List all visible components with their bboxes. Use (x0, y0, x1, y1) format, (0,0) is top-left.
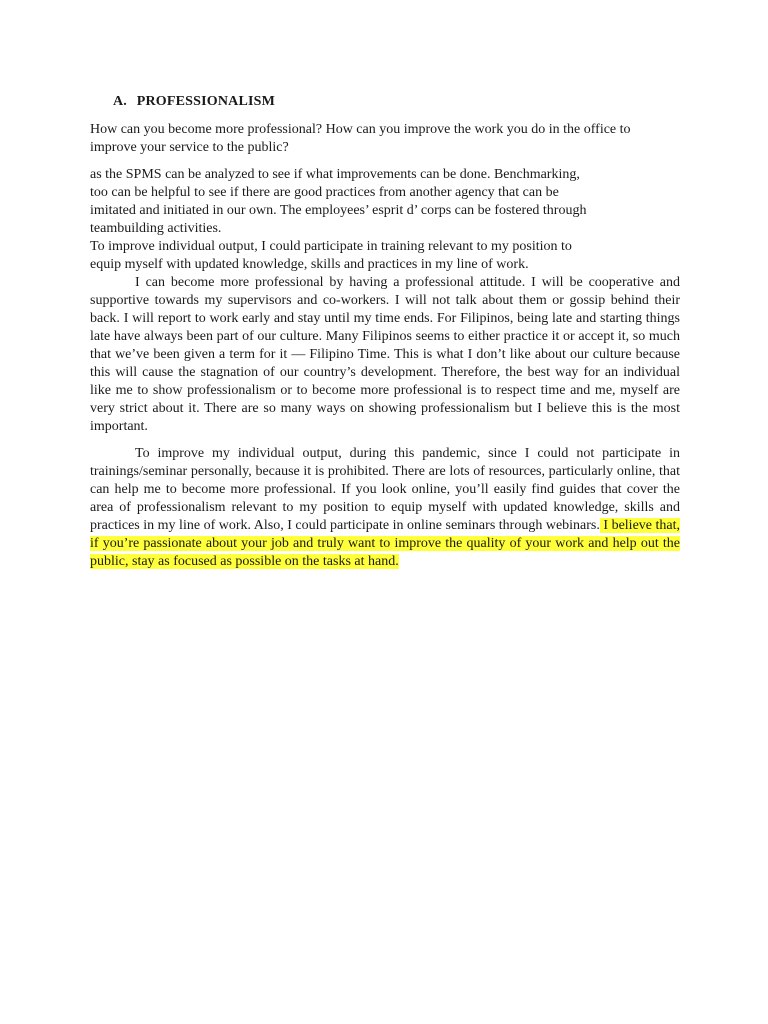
answer-line: as the SPMS can be analyzed to see if what improvements can be done. Benchmarking, (90, 167, 580, 182)
question-text: How can you become more professional? How can you improve the work you do in the office to improve your service to the public? (90, 122, 631, 155)
answer-line: too can be helpful to see if there are good practices from another agency that can be (90, 185, 559, 200)
answer-lines (90, 166, 680, 274)
highlighted-text: I believe that, if you’re passionate about your job and truly want to improve the quality of your work and help out the public, stay as focused as possible on the tasks at hand. (90, 518, 681, 569)
section-marker: A. (113, 94, 128, 109)
paragraph-text: To improve my individual output, during this pandemic, since I could not participate in trainings/seminar personally, because it is prohibited. There are lots of resources, particularly online, that can help me to become more professional. If you look online, you’ll easily find guides that cover the area of professionalism relevant to my position to equip myself with updated knowledge, skills and practices in my line of work. Also, I could participate in online seminars through webinars. (90, 446, 680, 533)
section-heading (113, 94, 275, 110)
answer-line: equip myself with updated knowledge, skills and practices in my line of work. (90, 257, 529, 272)
answer-line: imitated and initiated in our own. The employees’ esprit d’ corps can be fostered through (90, 203, 587, 218)
paragraph-individual-output (90, 445, 680, 571)
answer-line: teambuilding activities. (90, 221, 222, 236)
answer-line: To improve individual output, I could participate in training relevant to my position to (90, 239, 572, 254)
section-title: PROFESSIONALISM (136, 94, 276, 109)
paragraph-text: I can become more professional by having a professional attitude. I will be cooperative and supportive towards my supervisors and co-workers. I will not talk about them or gossip behind their back. I will report to work early and stay until my time ends. For Filipinos, being late and starting things late have always been part of our culture. Many Filipinos seems to either practice it or accept it, so much that we’ve been given a term for it — Filipino Time. This is what I don’t like about our culture because this will cause the stagnation of our country’s development. Therefore, the best way for an individual like me to show professionalism or to become more professional is to respect time and me, myself are very strict about it. There are so many ways on showing professionalism but I believe this is the most important. (90, 275, 680, 434)
paragraph-professional-attitude (90, 274, 680, 436)
